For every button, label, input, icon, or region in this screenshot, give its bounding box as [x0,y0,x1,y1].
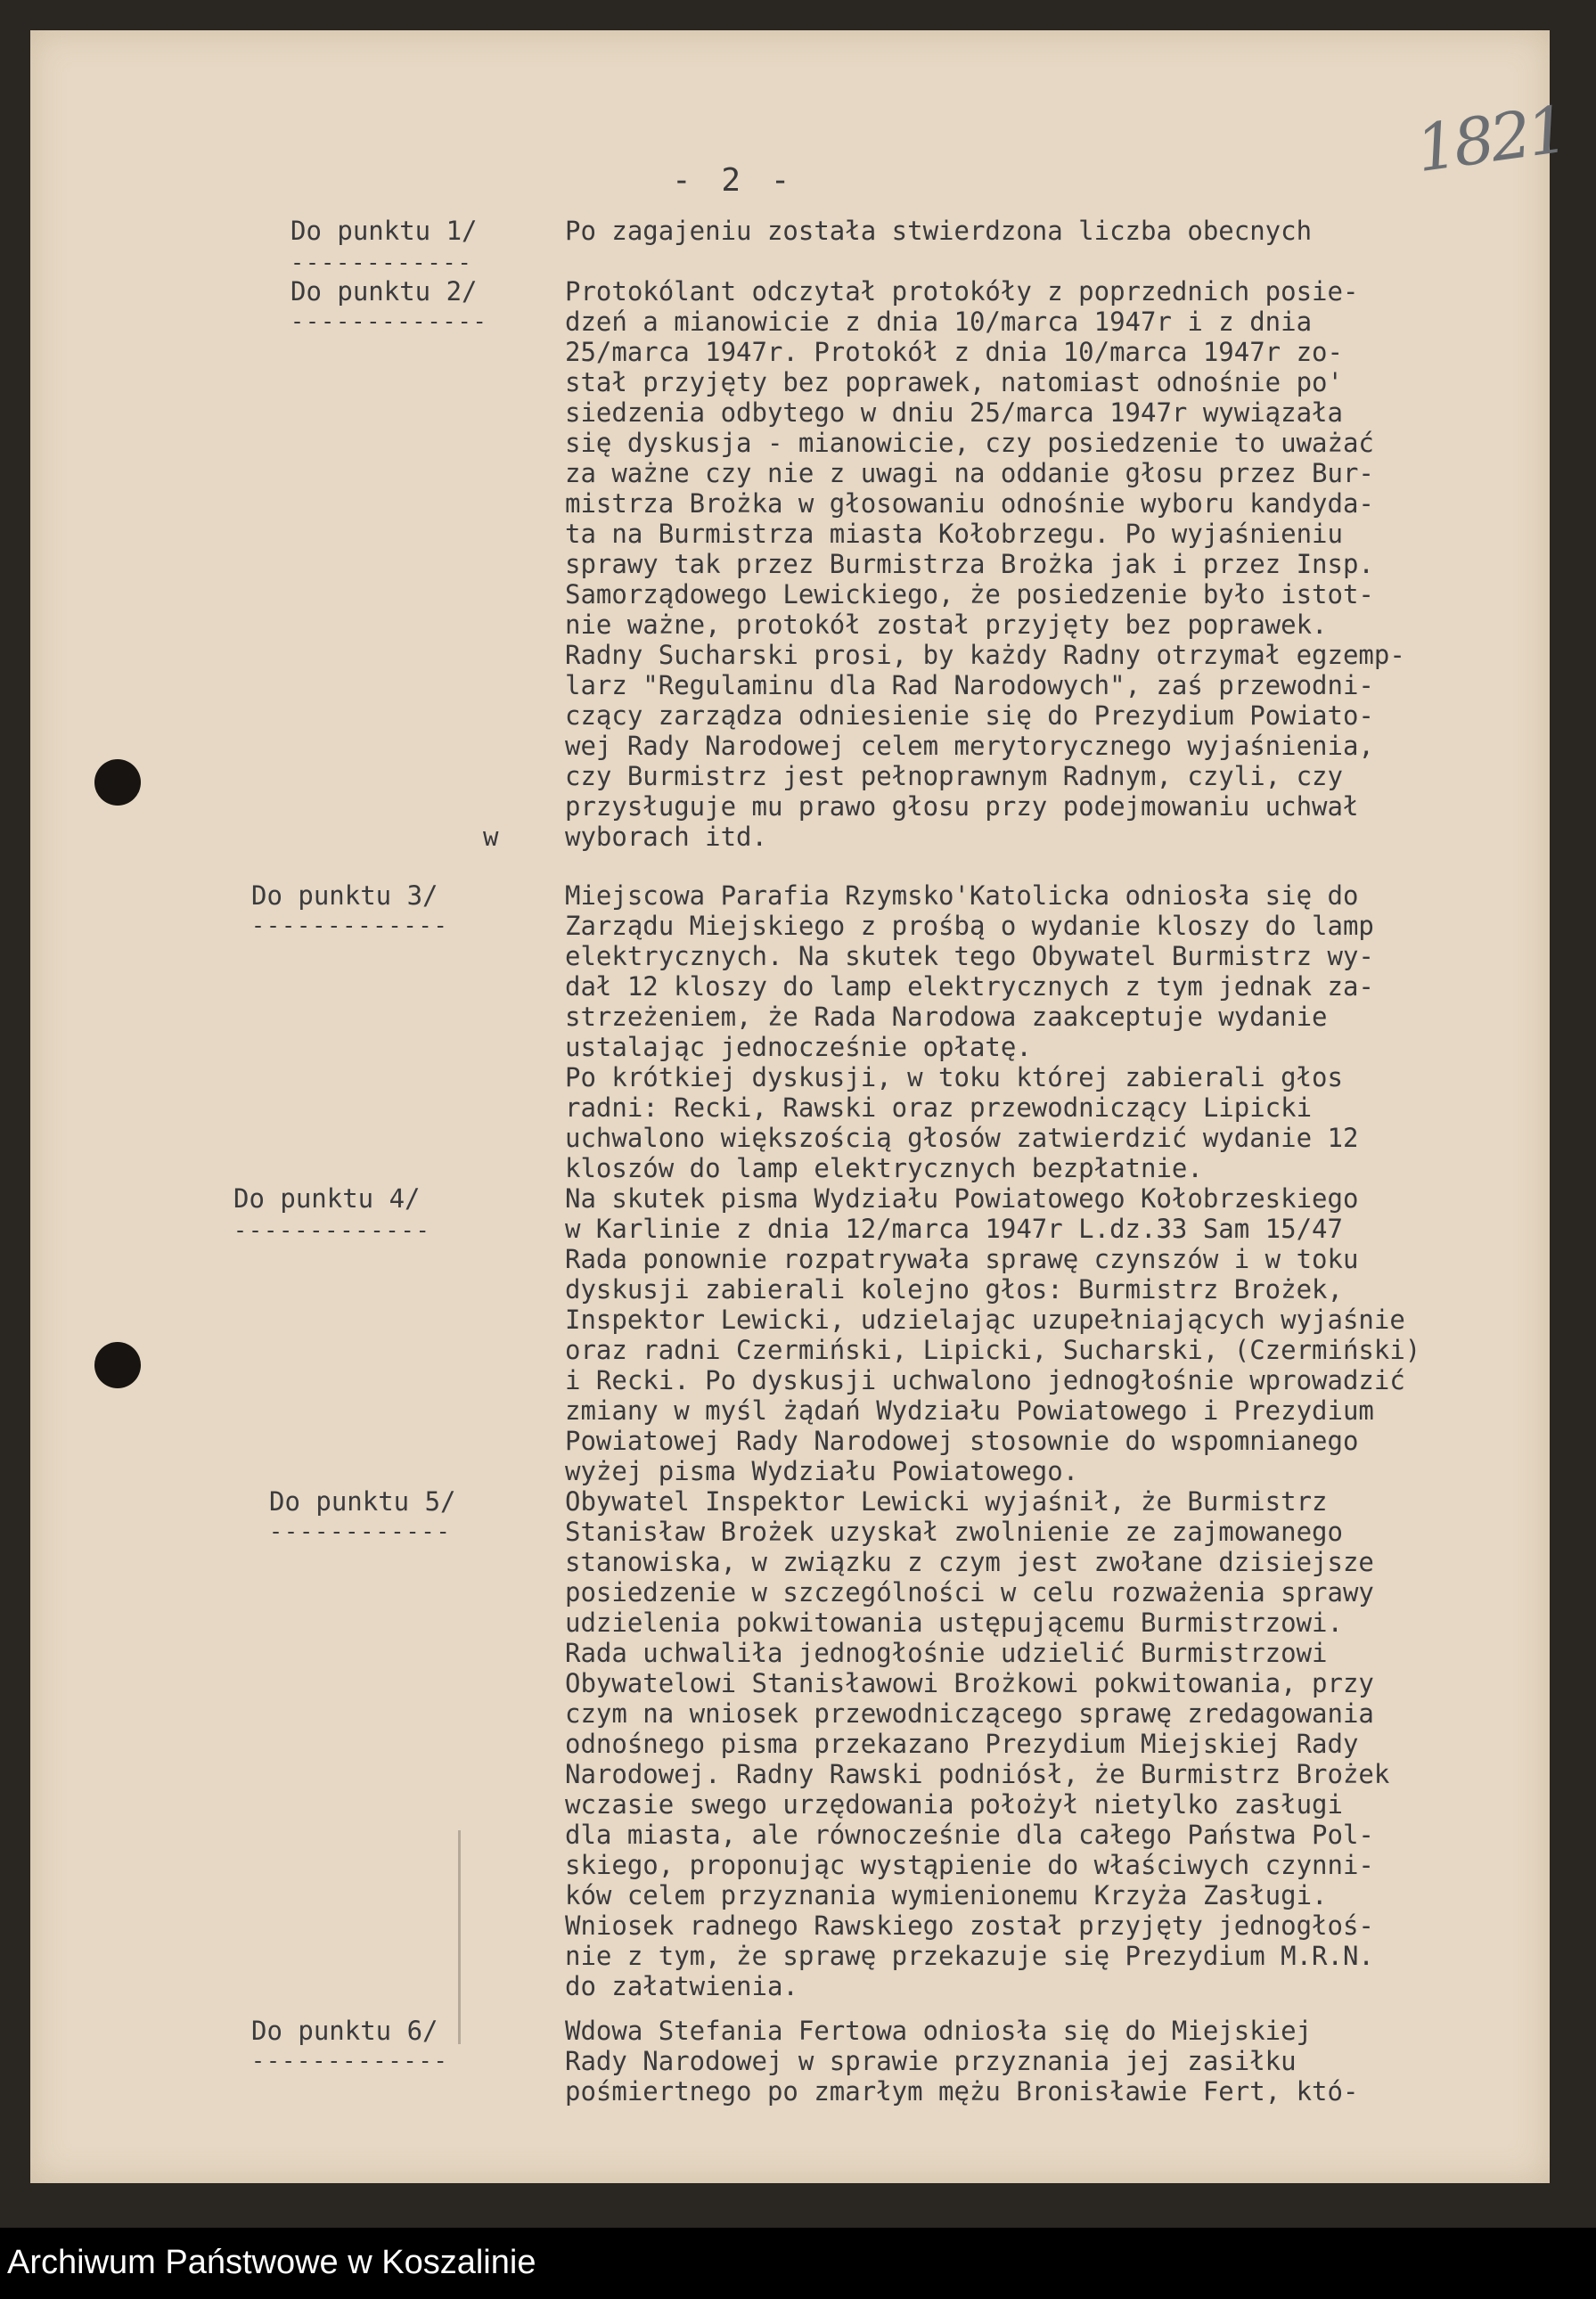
text-line: dał 12 kloszy do lamp elektrycznych z tym jednak za- [565,971,1374,1002]
text-line: wyżej pisma Wydziału Powiatowego. [565,1456,1079,1486]
text-line: wczasie swego urzędowania położył nietylko zasługi [565,1789,1343,1820]
text-line: dyskusji zabierali kolejno głos: Burmistrz Brożek, [565,1274,1343,1305]
text-line: przysługuje mu prawo głosu przy podejmowaniu uchwał [565,791,1359,822]
section-label: Do punktu 4/ [233,1183,421,1214]
section-label: Do punktu 3/ [251,880,438,911]
text-line: pośmiertnego po zmarłym mężu Bronisławie Fert, któ- [565,2076,1359,2107]
label-underline: ------------- [291,308,488,334]
text-line: Zarządu Miejskiego z prośbą o wydanie kloszy do lamp [565,911,1374,941]
text-line: wyborach itd. [565,822,767,852]
text-line: wej Rady Narodowej celem merytorycznego wyjaśnienia, [565,731,1374,761]
section-label: Do punktu 5/ [269,1486,456,1517]
text-line: Inspektor Lewicki, udzielając uzupełniających wyjaśnie [565,1305,1405,1335]
text-line: nie z tym, że sprawę przekazuje się Prezydium M.R.N. [565,1941,1374,1971]
label-underline: ------------- [251,912,449,938]
text-line: uchwalono większością głosów zatwierdzić wydanie 12 [565,1123,1359,1153]
text-line: elektrycznych. Na skutek tego Obywatel Burmistrz wy- [565,941,1374,971]
text-line: ków celem przyznania wymienionemu Krzyża Zasługi. [565,1880,1328,1910]
text-line: Po krótkiej dyskusji, w toku której zabierali głos [565,1062,1343,1092]
section-label: Do punktu 6/ [251,2016,438,2046]
text-line: do załatwienia. [565,1971,798,2001]
text-line: Powiatowej Rady Narodowej stosownie do wspomnianego [565,1426,1359,1456]
text-line: Stanisław Brożek uzyskał zwolnienie ze zajmowanego [565,1517,1343,1547]
text-line: Rada uchwaliła jednogłośnie udzielić Burmistrzowi [565,1638,1328,1668]
text-line: Samorządowego Lewickiego, że posiedzenie było istot- [565,579,1374,610]
text-line: udzielenia pokwitowania ustępującemu Burmistrzowi. [565,1608,1343,1638]
text-line: ta na Burmistrza miasta Kołobrzegu. Po wyjaśnieniu [565,519,1343,549]
text-line: larz "Regulaminu dla Rad Narodowych", zaś przewodni- [565,670,1374,700]
punch-hole [94,1342,141,1388]
text-line: dla miasta, ale równocześnie dla całego Państwa Pol- [565,1820,1374,1850]
text-line: Miejscowa Parafia Rzymsko'Katolicka odniosła się do [565,880,1359,911]
text-line: odnośnego pisma przekazano Prezydium Miejskiej Rady [565,1729,1359,1759]
text-line: czym na wniosek przewodniczącego sprawę zredagowania [565,1698,1374,1729]
text-line: czy Burmistrz jest pełnoprawnym Radnym, czyli, czy [565,761,1343,791]
text-line: skiego, proponując wystąpienie do właściwych czynni- [565,1850,1374,1880]
text-line: mistrza Brożka w głosowaniu odnośnie wyboru kandyda- [565,488,1374,519]
text-line: Po zagajeniu została stwierdzona liczba obecnych [565,216,1313,246]
archive-footer [0,2228,1596,2299]
stray-letter: w [483,822,499,852]
text-line: Radny Sucharski prosi, by każdy Radny otrzymał egzemp- [565,640,1405,670]
text-line: Narodowej. Radny Rawski podniósł, że Burmistrz Brożek [565,1759,1390,1789]
punch-hole [94,759,141,806]
pencil-mark [458,1830,461,2044]
text-line: Na skutek pisma Wydziału Powiatowego Kołobrzeskiego [565,1183,1359,1214]
text-line: Rada ponownie rozpatrywała sprawę czynszów i w toku [565,1244,1359,1274]
text-line: Wdowa Stefania Fertowa odniosła się do Miejskiej [565,2016,1313,2046]
page-number: - 2 - [672,162,796,199]
text-line: posiedzenie w szczególności w celu rozważenia sprawy [565,1577,1374,1608]
label-underline: ------------- [251,2048,449,2074]
text-line: Protokólant odczytał protokóły z poprzednich posie- [565,276,1359,307]
text-line: czący zarządza odniesienie się do Prezydium Powiato- [565,700,1374,731]
archive-name: Archiwum Państwowe w Koszalinie [7,2244,536,2281]
text-line: kloszów do lamp elektrycznych bezpłatnie. [565,1153,1203,1183]
text-line: stanowiska, w związku z czym jest zwołane dzisiejsze [565,1547,1374,1577]
document-page [30,30,1570,2183]
text-line: siedzenia odbytego w dniu 25/marca 1947r wywiązała [565,397,1343,428]
text-line: Wniosek radnego Rawskiego został przyjęty jednogłoś- [565,1910,1374,1941]
text-line: 25/marca 1947r. Protokół z dnia 10/marca 1947r zo- [565,337,1343,367]
text-line: radni: Recki, Rawski oraz przewodniczący Lipicki [565,1092,1313,1123]
text-line: ustalając jednocześnie opłatę. [565,1032,1032,1062]
text-line: Rady Narodowej w sprawie przyznania jej zasiłku [565,2046,1297,2076]
section-label: Do punktu 2/ [291,276,478,307]
text-line: Obywatel Inspektor Lewicki wyjaśnił, że Burmistrz [565,1486,1328,1517]
text-line: za ważne czy nie z uwagi na oddanie głosu przez Bur- [565,458,1374,488]
section-label: Do punktu 1/ [291,216,478,246]
text-line: Obywatelowi Stanisławowi Brożkowi pokwitowania, przy [565,1668,1374,1698]
text-line: dzeń a mianowicie z dnia 10/marca 1947r i z dnia [565,307,1313,337]
text-line: się dyskusja - mianowicie, czy posiedzenie to uważać [565,428,1374,458]
text-line: oraz radni Czermiński, Lipicki, Sucharski, (Czermiński) [565,1335,1421,1365]
text-line: stał przyjęty bez poprawek, natomiast odnośnie po' [565,367,1343,397]
folio-note: 1821 [1411,91,1570,187]
text-line: sprawy tak przez Burmistrza Brożka jak i przez Insp. [565,549,1374,579]
text-line: i Recki. Po dyskusji uchwalono jednogłośnie wprowadzić [565,1365,1405,1395]
label-underline: ------------ [291,250,473,275]
label-underline: ------------ [269,1518,452,1544]
text-line: zmiany w myśl żądań Wydziału Powiatowego i Prezydium [565,1395,1374,1426]
text-line: nie ważne, protokół został przyjęty bez poprawek. [565,610,1328,640]
text-line: w Karlinie z dnia 12/marca 1947r L.dz.33 Sam 15/47 [565,1214,1343,1244]
text-line: strzeżeniem, że Rada Narodowa zaakceptuje wydanie [565,1002,1328,1032]
label-underline: ------------- [233,1217,431,1243]
